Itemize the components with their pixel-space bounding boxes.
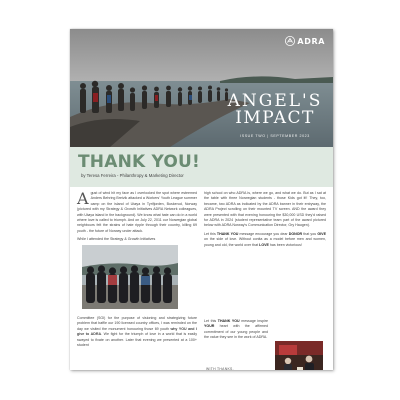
left-paragraph xyxy=(77,191,197,234)
article-headline: THANK YOU! xyxy=(78,152,201,172)
right-paragraph-2: Let this THANK YOU message encourage you dear DONOR that you GIVE on the side of love. Without conita as a model before men and women, young and old, the world over that LOVE has been victorious! xyxy=(204,231,326,247)
adra-logo xyxy=(285,36,325,46)
issue-line: ISSUE TWO | SEPTEMBER 2023 xyxy=(240,134,310,138)
left-column xyxy=(77,191,197,246)
left-paragraph-3: Committee (SGI) for the purpose of visioning and strategizing future problem that baffle our 190 licensed country offices, I was reminded on the day we visited the monument honouring those 69 youth why YOU and I give to ADRA. We fight for the triumph of love in a world that is easily swayed to fixate on another. Later that evening we presented at a 100+ student xyxy=(77,316,197,348)
left-paragraph-2: While I attended the Strategy & Growth Initiatives xyxy=(77,237,156,242)
title-band xyxy=(70,147,333,187)
left-column-continued xyxy=(77,316,197,351)
magazine-title-line-1: ANGEL'S xyxy=(227,91,323,111)
right-paragraph-1: high school on who ADRA is, where we go, and what we do. But as I sat at the table with three Norwegian students - those Kids got it!! They, too, became, two ADRA as indicated by the ADRA banner in their entryway, the ADRA Project scrolling on their mounted TV screen. AND the award they were presented with that evening honouring the $30,000 USD they'd raised for ADRA in 2024 (student representative team part of the award pictured below with ADRA Norway's Communication Director, Gry Haugen). xyxy=(204,191,326,228)
hero-photo xyxy=(70,29,333,147)
adra-logo-text: ADRA xyxy=(297,36,325,46)
award-photo xyxy=(275,341,323,370)
right-column xyxy=(204,191,326,251)
group-photo xyxy=(82,245,178,309)
article-byline: by Teresa Ferreira - Philanthropy & Marketing Director xyxy=(81,173,184,178)
left-paragraph-1: gust of wind hit my face as I overlooked the spot where esteemed Anders Behring Breivik attacked a Workers' Youth League summer camp on the island of Utøya in Tyrifjorden, Buskerud, Norway (pictured with my Strategy & Growth Initiatives ADRA Network colleagues, with Utøya island in the background). We know what hate can do in a world where love is called to triumph. And on July 22, 2011 our Norwegian global neighbours felt the strains of hate ripple through their country, killing 69 youth - the future of Norway under attack. xyxy=(77,191,197,233)
newsletter-page xyxy=(70,29,333,370)
drop-cap: A xyxy=(77,189,89,208)
right-quote-paragraph: Let this THANK YOU message inspire YOUR heart with the affirmed commitment of our young people and the value they see in the work of ADRA. xyxy=(204,319,268,340)
magazine-title xyxy=(227,93,323,127)
magazine-title-line-2: IMPACT xyxy=(235,108,315,128)
adra-logo-icon xyxy=(285,36,295,46)
signoff-text: WITH THANKS, xyxy=(206,367,234,370)
